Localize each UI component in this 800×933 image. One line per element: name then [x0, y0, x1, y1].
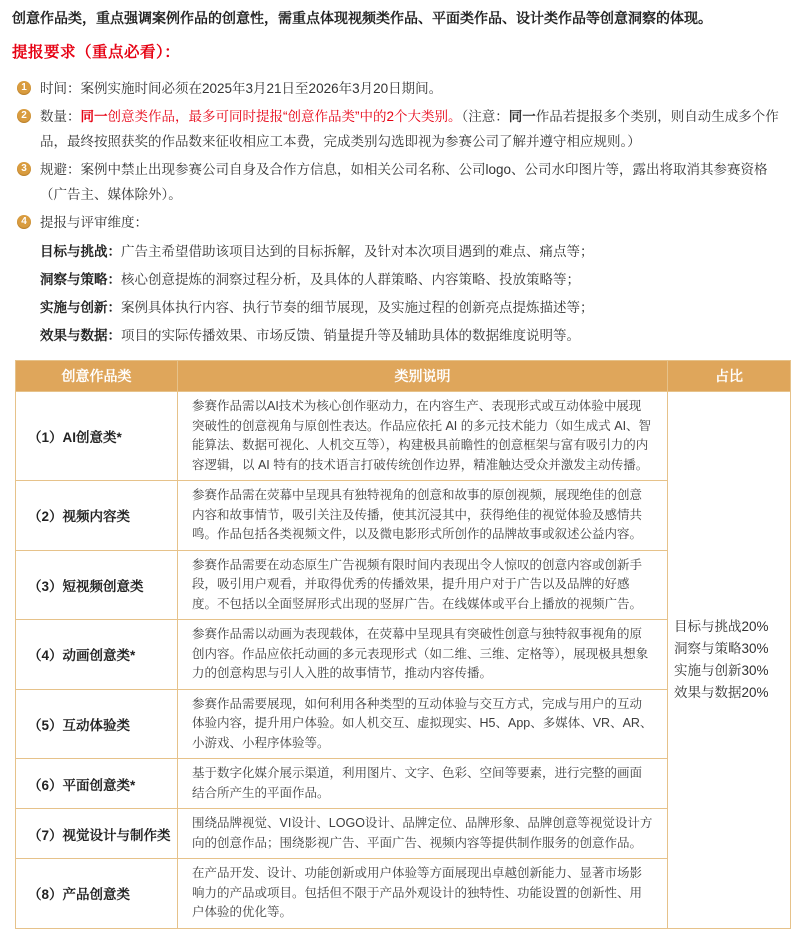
category-cell: （2）视频内容类: [16, 481, 178, 551]
category-cell: （1）AI创意类*: [16, 392, 178, 481]
dimension-line: [40, 322, 788, 350]
item-number-badge: 2: [17, 109, 31, 123]
category-cell: （7）视觉设计与制作类: [16, 809, 178, 859]
item-number-badge: 3: [17, 162, 31, 176]
intro-text: 创意作品类，重点强调案例作品的创意性，需重点体现视频类作品、平面类作品、设计类作品等创意洞察的体现。: [12, 10, 712, 26]
dimension-text: 案例具体执行内容、执行节奏的细节展现，及实施过程的创新亮点提炼描述等；: [121, 300, 594, 315]
highlight-text: 创意类作品，最多可同时提报“创意作品类”中的2个大类别。: [107, 109, 462, 124]
category-cell: （6）平面创意类*: [16, 759, 178, 809]
item-label: 规避：: [40, 162, 81, 177]
item-label: 数量：: [40, 109, 81, 124]
dimension-label: 洞察与策略：: [40, 272, 121, 287]
col-header-category: 创意作品类: [16, 361, 178, 392]
note-bold: 同一: [508, 109, 536, 124]
item-number-badge: 4: [17, 215, 31, 229]
ratio-cell: [668, 392, 791, 929]
col-header-ratio: 占比: [668, 361, 791, 392]
item-body: 案例中禁止出现参赛公司自身及合作方信息，如相关公司名称、公司logo、公司水印图片等，露出将取消其参赛资格（广告主、媒体除外）。: [40, 162, 768, 202]
ratio-line: 实施与创新30%: [674, 662, 769, 678]
dimension-line: [40, 294, 788, 322]
dimension-text: 核心创意提炼的洞察过程分析，及具体的人群策略、内容策略、投放策略等；: [121, 272, 580, 287]
item-number-badge: 1: [17, 81, 31, 95]
section-title: 提报要求（重点必看）：: [12, 44, 181, 61]
description-cell: 参赛作品需以动画为表现载体，在荧幕中呈现具有突破性创意与独特叙事视角的原创内容。作品应依托动画的多元表现形式（如二维、三维、定格等），展现极具想象力的创意构思与引人入胜的故事情节，推动内容传播。: [178, 620, 668, 690]
description-cell: 基于数字化媒介展示渠道，利用图片、文字、色彩、空间等要素，进行完整的画面结合所产生的平面作品。: [178, 759, 668, 809]
requirement-item-dimensions: [12, 210, 788, 235]
note-prefix: （注意：: [461, 109, 509, 124]
table-row: [16, 392, 791, 481]
dimension-text: 项目的实际传播效果、市场反馈、销量提升等及辅助具体的数据维度说明等。: [121, 328, 580, 343]
dimension-label: 目标与挑战：: [40, 244, 121, 259]
ratio-line: 目标与挑战20%: [674, 618, 769, 634]
item-label: 提报与评审维度：: [40, 215, 148, 230]
dimension-text: 广告主希望借助该项目达到的目标拆解，及针对本次项目遇到的难点、痛点等；: [121, 244, 594, 259]
highlight-bold: 同一: [80, 109, 108, 124]
dimension-label: 实施与创新：: [40, 300, 121, 315]
col-header-description: 类别说明: [178, 361, 668, 392]
category-cell: （8）产品创意类: [16, 859, 178, 929]
requirement-item-quantity: [12, 104, 788, 154]
category-cell: （3）短视频创意类: [16, 550, 178, 620]
category-cell: （4）动画创意类*: [16, 620, 178, 690]
ratio-line: 洞察与策略30%: [674, 640, 769, 656]
requirement-text: [40, 104, 788, 154]
item-label: 时间：: [40, 81, 81, 96]
description-cell: 围绕品牌视觉、VI设计、LOGO设计、品牌定位、品牌形象、品牌创意等视觉设计方向的创意作品；围绕影视广告、平面广告、视频内容等提供制作服务的创意作品。: [178, 809, 668, 859]
requirement-text: [40, 76, 788, 101]
ratio-line: 效果与数据20%: [674, 684, 769, 700]
description-cell: 参赛作品需要展现，如何利用各种类型的互动体验与交互方式，完成与用户的互动体验内容，提升用户体验。如人机交互、虚拟现实、H5、App、多媒体、VR、AR、小游戏、小程序体验等。: [178, 689, 668, 759]
requirement-item-avoidance: [12, 157, 788, 207]
description-cell: 参赛作品需要在动态原生广告视频有限时间内表现出令人惊叹的创意内容或创新手段，吸引用户观看，并取得优秀的传播效果，提升用户对于广告以及品牌的好感度。不包括以全面竖屏形式出现的竖屏广告。在线媒体或平台上播放的视频广告。: [178, 550, 668, 620]
dimension-label: 效果与数据：: [40, 328, 121, 343]
table-header-row: [16, 361, 791, 392]
evaluation-dimensions: [40, 238, 788, 350]
dimension-line: [40, 238, 788, 266]
requirement-text: [40, 210, 788, 235]
description-cell: 参赛作品需在荧幕中呈现具有独特视角的创意和故事的原创视频，展现绝佳的创意内容和故事情节，吸引关注及传播，使其沉浸其中，获得绝佳的视觉体验及感情共鸣。作品包括各类视频文件，以及微电影形式所创作的品牌故事或叙述公益内容。: [178, 481, 668, 551]
requirement-text: [40, 157, 788, 207]
dimension-line: [40, 266, 788, 294]
category-cell: （5）互动体验类: [16, 689, 178, 759]
requirements-list: [12, 76, 788, 350]
requirement-item-time: [12, 76, 788, 101]
category-table: [15, 360, 791, 929]
description-cell: 在产品开发、设计、功能创新或用户体验等方面展现出卓越创新能力、显著市场影响力的产品或项目。包括但不限于产品外观设计的独特性、功能设置的创新性、用户体验的优化等。: [178, 859, 668, 929]
description-cell: 参赛作品需以AI技术为核心创作驱动力，在内容生产、表现形式或互动体验中展现突破性的创意视角与原创性表达。作品应依托 AI 的多元技术能力（如生成式 AI、智能算法、数据可视化、人机交互等），构建极具前瞻性的创意框架与富有吸引力的内容逻辑，以 AI 特有的技术语言打破传统创作边界，精准触达受众并激发主动传播。: [178, 392, 668, 481]
note-text: 作品若提报多个类别，则自动生成多个作品，最终按照获奖的作品数来征收相应工本费，完成类别勾选即视为参赛公司了解并遵守相应规则。）: [40, 109, 779, 149]
item-body: 案例实施时间必须在2025年3月21日至2026年3月20日期间。: [80, 81, 443, 96]
